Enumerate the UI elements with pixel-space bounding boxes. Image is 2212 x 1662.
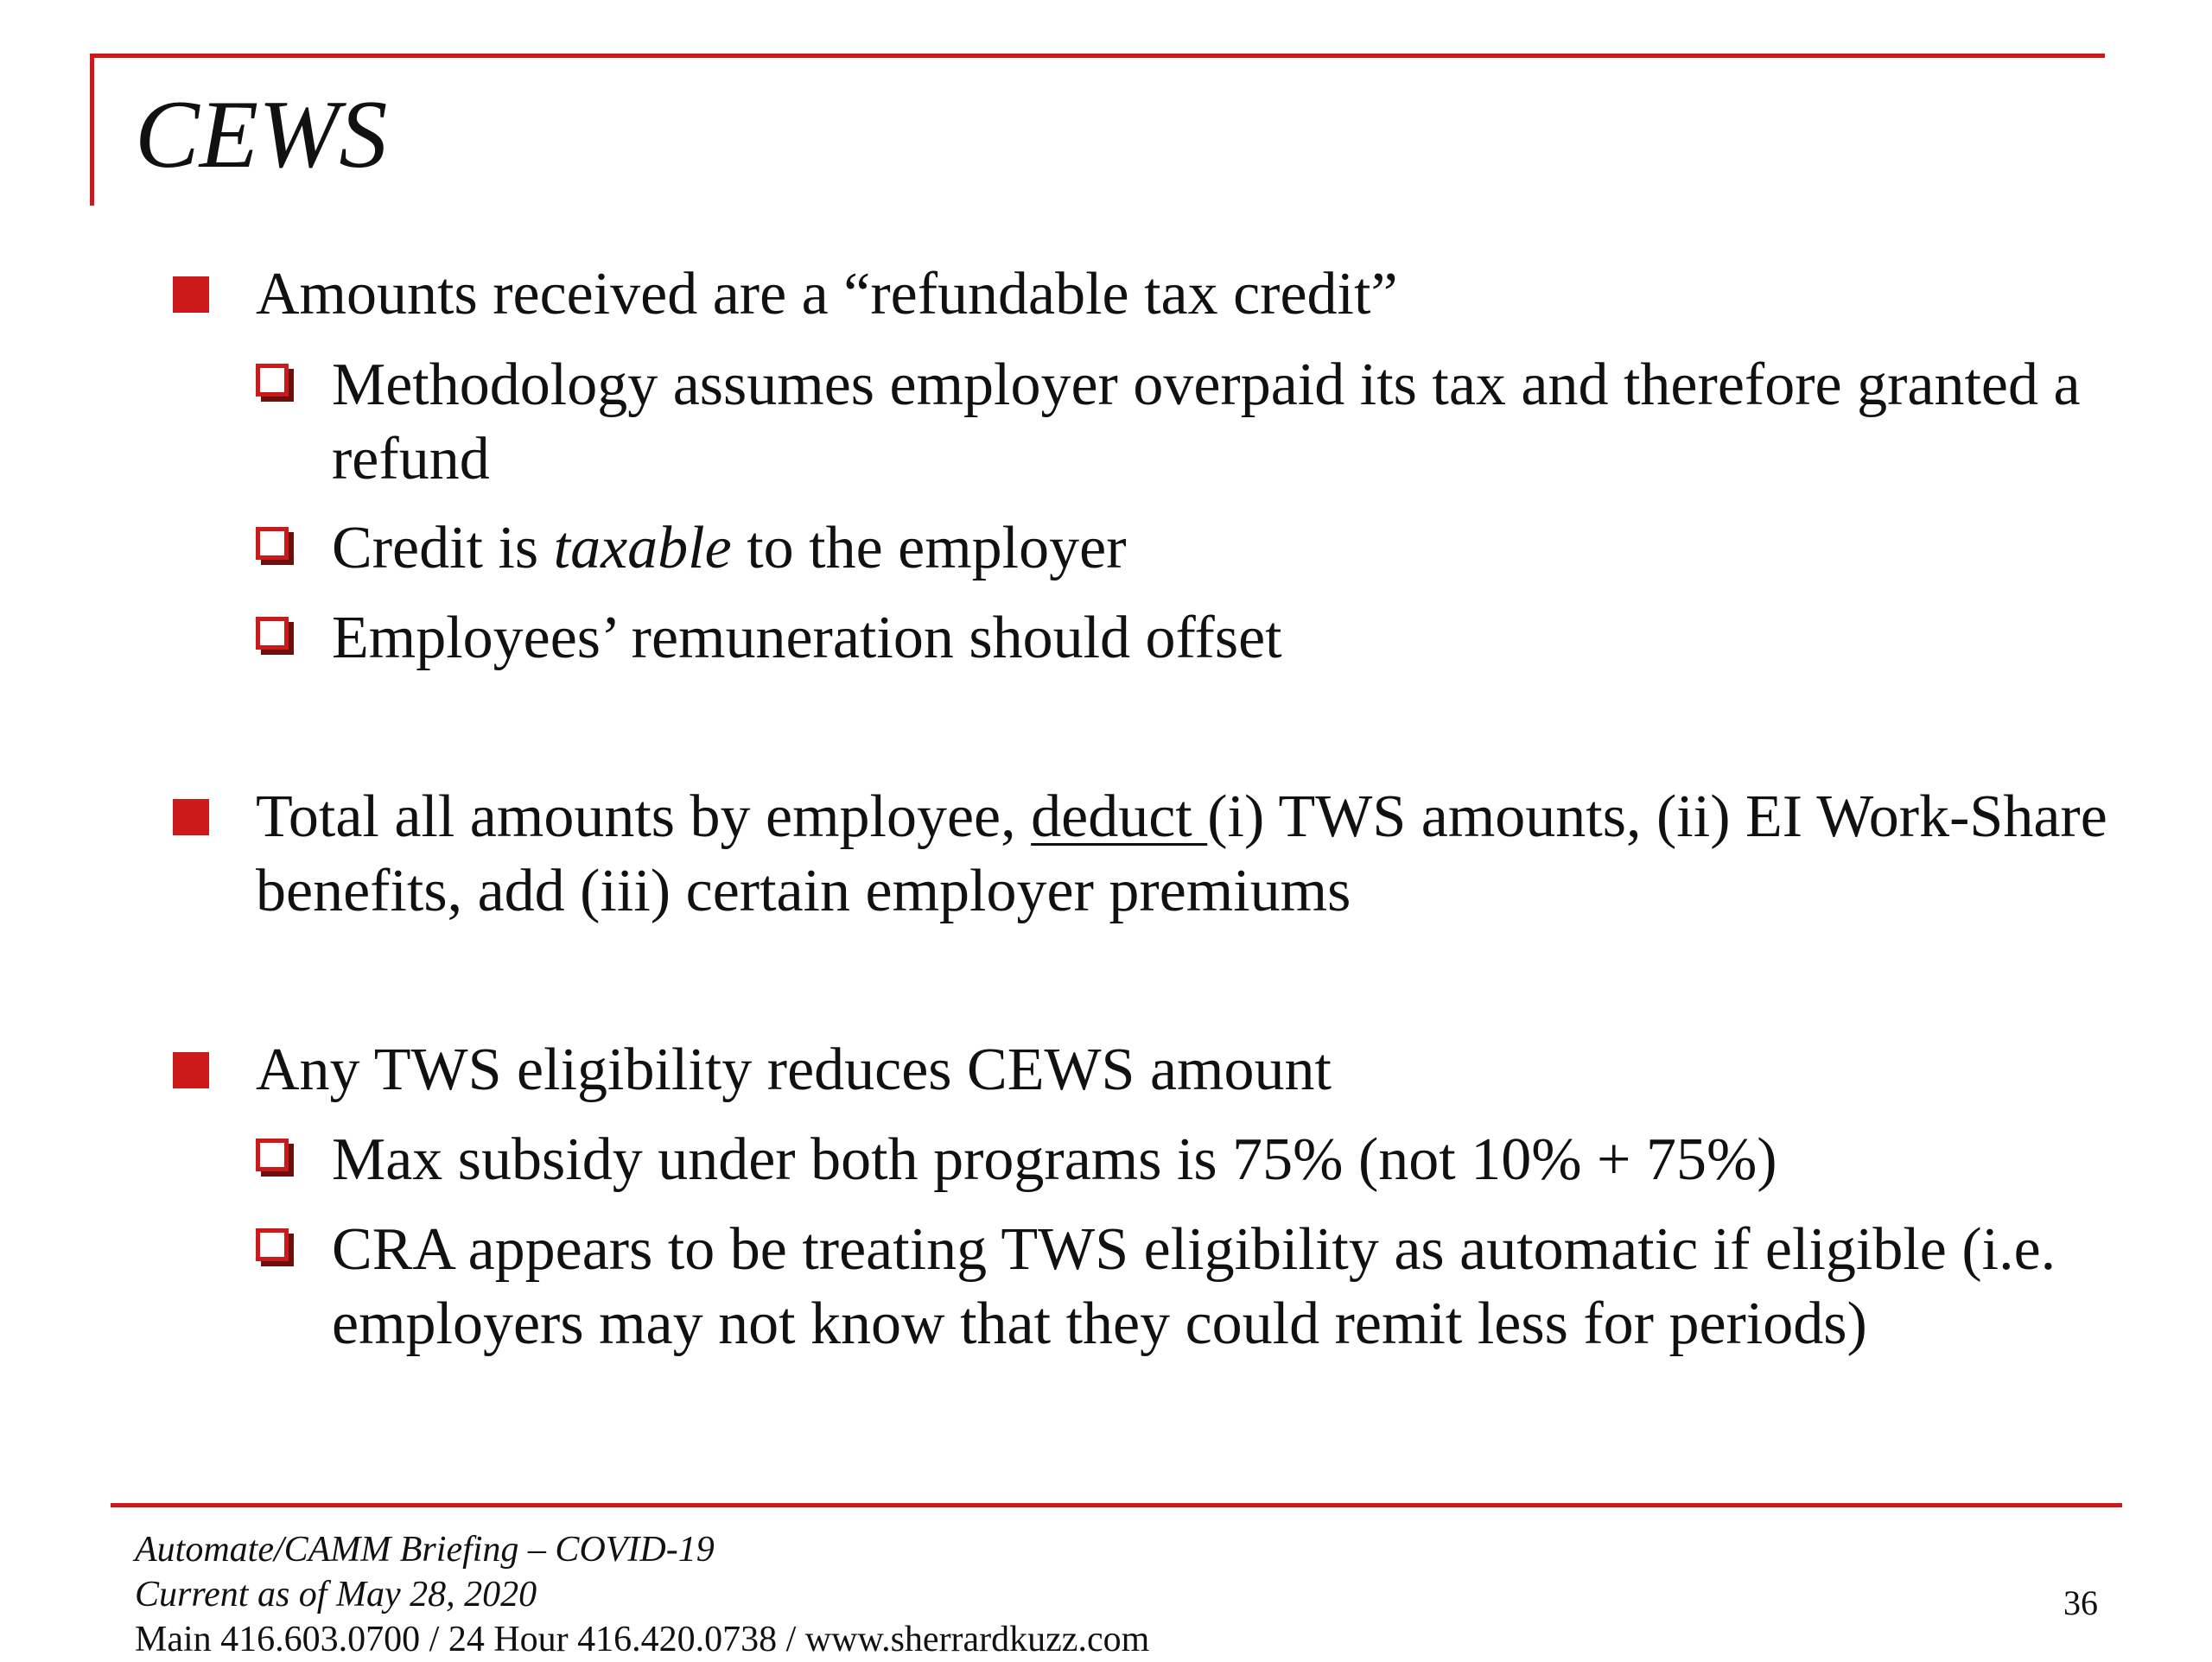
sub-bullet-text: Max subsidy under both programs is 75% (not 10% + 75%) <box>332 1126 1777 1193</box>
footer-date: Current as of May 28, 2020 <box>135 1575 537 1614</box>
footer-contact: Main 416.603.0700 / 24 Hour 416.420.0738 / www.sherrardkuzz.com <box>135 1620 1150 1659</box>
hollow-square-bullet-icon <box>256 364 289 396</box>
text-segment: to the employer <box>731 515 1127 581</box>
hollow-square-bullet-icon <box>256 617 289 650</box>
sub-bullet-text: CRA appears to be treating TWS eligibility as automatic if eligible (i.e. employers may not know that they could remit less for periods) <box>332 1216 2056 1357</box>
sub-bullet-text: Employees’ remuneration should offset <box>332 605 1282 671</box>
hollow-square-bullet-icon <box>256 1228 289 1261</box>
emphasized-text: taxable <box>553 515 732 581</box>
text-segment: (i) TWS amounts, (ii) EI Work-Share benefits, add (iii) certain employer premiums <box>256 783 2107 924</box>
bullet-text <box>256 780 2191 929</box>
bullet-text: Amounts received are a “refundable tax credit” <box>256 261 1398 327</box>
bullet-text: Any TWS eligibility reduces CEWS amount <box>256 1037 1332 1103</box>
sub-bullet-text: Methodology assumes employer overpaid its tax and therefore granted a refund <box>332 352 2081 492</box>
footer-rule <box>111 1503 2122 1507</box>
slide-title: CEWS <box>135 81 388 188</box>
footer <box>135 1527 1149 1662</box>
square-bullet-icon <box>173 799 209 835</box>
text-segment: Total all amounts by employee, <box>256 783 1032 850</box>
underlined-text: deduct <box>1031 783 1208 850</box>
square-bullet-icon <box>173 1052 209 1088</box>
text-segment: Credit is <box>332 515 554 581</box>
page-number: 36 <box>2063 1583 2098 1622</box>
sub-bullet-text <box>332 511 2212 586</box>
hollow-square-bullet-icon <box>256 1139 289 1171</box>
footer-briefing-title: Automate/CAMM Briefing – COVID-19 <box>135 1530 715 1570</box>
square-bullet-icon <box>173 276 209 313</box>
hollow-square-bullet-icon <box>256 527 289 560</box>
